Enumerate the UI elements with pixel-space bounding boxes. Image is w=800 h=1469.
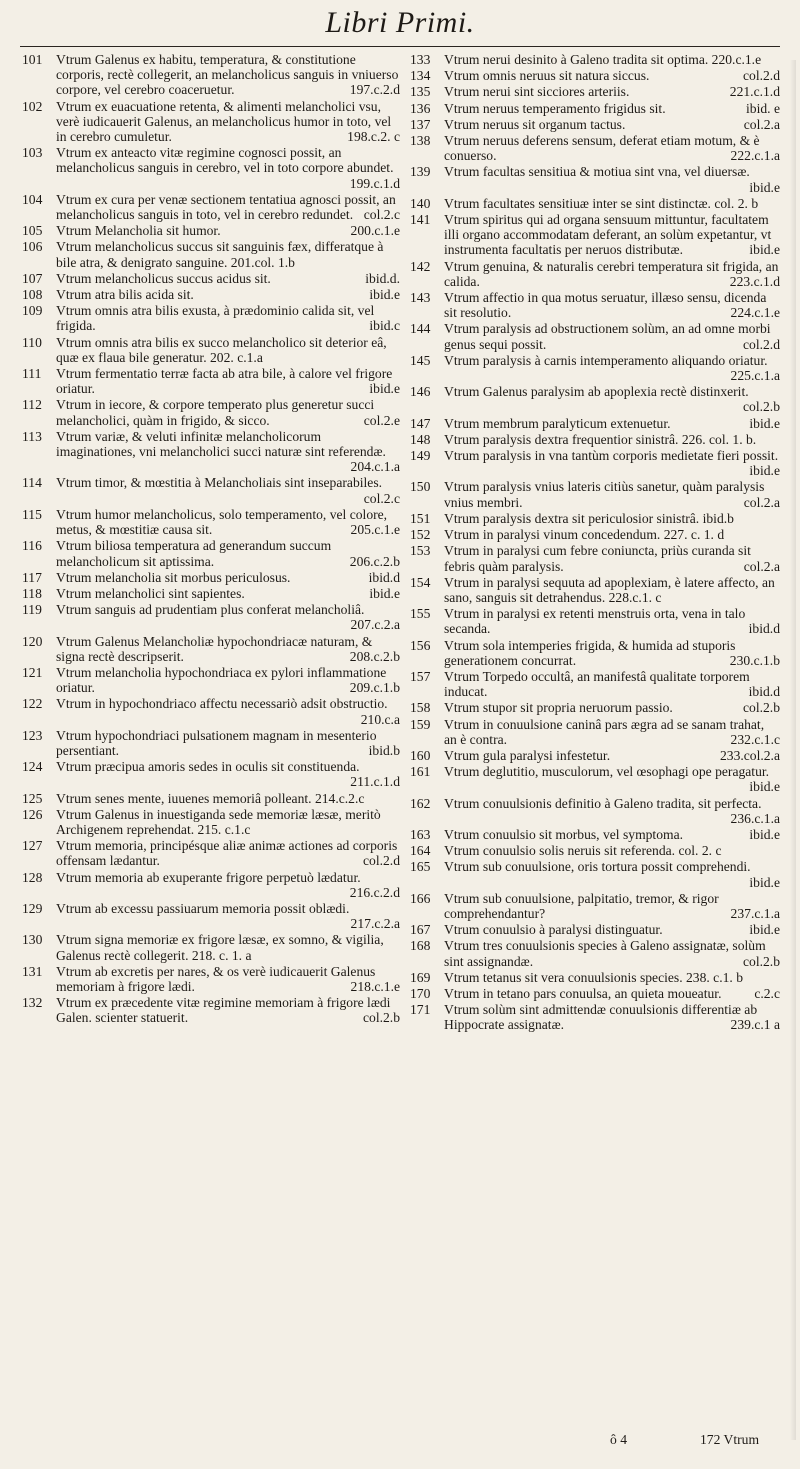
index-entry [410, 384, 780, 414]
entry-number: 103 [22, 145, 43, 161]
entry-reference: 209.c.1.b [349, 680, 400, 696]
entry-number: 143 [410, 290, 431, 306]
entry-text: Vtrum Galenus paralysim ab apoplexia rectè distinxerit. [444, 384, 749, 400]
entry-text: Vtrum senes mente, iuuenes memoriâ polleant. 214.c.2.c [56, 790, 365, 806]
entry-number: 129 [22, 900, 43, 916]
page-title: Libri Primi. [325, 6, 475, 39]
entry-text: Vtrum melancholia sit morbus periculosus. [56, 569, 291, 585]
entry-number: 130 [22, 932, 43, 948]
entry-number: 139 [410, 164, 431, 180]
entry-reference: 230.c.1.b [729, 652, 780, 668]
index-entry [22, 507, 400, 537]
entry-reference: ibid.e [749, 463, 780, 479]
entry-text: Vtrum omnis neruus sit natura siccus. [444, 68, 650, 84]
entry-number: 131 [22, 963, 43, 979]
entry-reference: 210.c.a [360, 711, 400, 727]
entry-number: 138 [410, 133, 431, 149]
entry-number: 117 [22, 569, 42, 585]
entry-number: 142 [410, 258, 431, 274]
entry-text: Vtrum melancholia hypochondriaca ex pylori inflammatione oriatur. [56, 664, 387, 696]
entry-number: 157 [410, 668, 431, 684]
entry-text: Vtrum memoria ab exuperante frigore perpetuò lædatur. [56, 869, 361, 885]
entry-number: 121 [22, 664, 43, 680]
entry-reference: 204.c.1.a [350, 459, 400, 475]
entry-text: Vtrum conuulsio sit morbus, vel symptoma. [444, 826, 684, 842]
entry-reference: ibid.e [749, 179, 780, 195]
entry-text: Vtrum sub conuulsione, oris tortura possit comprehendi. [444, 859, 751, 875]
entry-reference: ibid. e [746, 100, 780, 116]
entry-reference: c.2.c [754, 985, 780, 1001]
entry-reference: 200.c.1.e [350, 223, 400, 239]
index-entry [410, 432, 780, 447]
entry-reference: col.2.c [363, 207, 400, 223]
index-entry [22, 728, 400, 758]
entry-number: 107 [22, 270, 43, 286]
entry-text: Vtrum nerui desinito à Galeno tradita sit optima. 220.c.1.e [444, 52, 762, 67]
entry-number: 171 [410, 1002, 431, 1018]
entry-number: 156 [410, 637, 431, 653]
entry-number: 115 [22, 506, 42, 522]
entry-text: Vtrum facultates sensitiuæ inter se sint distinctæ. col. 2. b [444, 195, 759, 211]
entry-text: Vtrum ex euacuatione retenta, & alimenti melancholici vsu, verè iudicauerit Galenus, an melancholicus humor in toto, vel in cerebro cumuletur. [56, 98, 392, 145]
entry-number: 166 [410, 890, 431, 906]
entry-text: Vtrum Torpedo occultâ, an manifestâ qualitate torporem inducat. [444, 668, 750, 700]
index-entry [410, 606, 780, 636]
index-entry [22, 475, 400, 505]
entry-text: Vtrum spiritus qui ad organa sensuum mittuntur, facultatem illi organo accommodatam deferant, an solùm expetantur, vt instrumenta facultatis per neruos distributæ. [444, 212, 772, 258]
index-entry [410, 259, 780, 289]
entry-reference: 236.c.1.a [730, 810, 780, 826]
entry-reference: col.2.e [363, 412, 400, 428]
entry-text: Vtrum conuulsionis definitio à Galeno tradita, sit perfecta. [444, 795, 762, 811]
index-entry [22, 145, 400, 191]
entry-number: 116 [22, 538, 42, 554]
entry-text: Vtrum memoria, principésque aliæ animæ actiones ad corporis offensam lædantur. [56, 838, 398, 869]
entry-reference: 208.c.2.b [349, 648, 400, 664]
entry-number: 125 [22, 790, 43, 806]
entry-reference: 198.c.2. c [347, 129, 400, 145]
index-entry [410, 970, 780, 985]
entry-reference: col.2.d [743, 336, 780, 352]
entry-number: 168 [410, 938, 431, 954]
entry-reference: col.2.a [743, 494, 780, 510]
index-entry [410, 164, 780, 194]
entry-reference: col.2.d [743, 68, 780, 84]
entry-text: Vtrum genuina, & naturalis cerebri temperatura sit frigida, an calida. [444, 258, 779, 289]
entry-reference: ibid.e [749, 415, 780, 431]
index-entry [410, 321, 780, 351]
entry-text: Vtrum melancholicus succus acidus sit. [56, 270, 271, 286]
entry-reference: 207.c.2.a [350, 617, 400, 633]
entry-text: Vtrum omnis atra bilis exusta, à prædominio calida sit, vel frigida. [56, 303, 375, 334]
entry-reference: 217.c.2.a [350, 916, 400, 932]
entry-text: Vtrum in tetano pars conuulsa, an quieta moueatur. [444, 985, 722, 1001]
entry-text: Vtrum hypochondriaci pulsationem magnam in mesenterio persentiant. [56, 727, 377, 758]
entry-number: 170 [410, 985, 431, 1001]
entry-reference: 197.c.2.d [349, 82, 400, 98]
entry-text: Vtrum stupor sit propria neruorum passio. [444, 700, 673, 716]
index-entry [410, 101, 780, 116]
entry-text: Vtrum paralysis in vna tantùm corporis medietate fieri possit. [444, 448, 779, 464]
index-entry [410, 764, 780, 794]
entry-number: 140 [410, 195, 431, 211]
index-entry [22, 665, 400, 695]
index-entry [22, 901, 400, 931]
entry-text: Vtrum nerui sint sicciores arteriis. [444, 84, 630, 100]
index-entry [22, 366, 400, 396]
entry-reference: 222.c.1.a [730, 148, 780, 164]
index-entry [410, 638, 780, 668]
index-entry [410, 212, 780, 258]
entry-number: 155 [410, 606, 431, 622]
entry-number: 106 [22, 239, 43, 255]
entry-text: Vtrum paralysis à carnis intemperamento aliquando oriatur. [444, 352, 768, 368]
left-column [22, 52, 400, 1432]
entry-reference: col.2.d [363, 853, 400, 869]
entry-number: 120 [22, 633, 43, 649]
index-entry [22, 634, 400, 664]
index-entry [22, 335, 400, 365]
entry-reference: 216.c.2.d [349, 884, 400, 900]
entry-number: 153 [410, 543, 431, 559]
entry-text: Vtrum omnis atra bilis ex succo melancholico sit deterior eâ, quæ ex flaua bile generatur. 202. c.1.a [56, 334, 387, 365]
entry-text: Vtrum in paralysi vinum concedendum. 227. c. 1. d [444, 527, 725, 543]
page-edge-shadow [790, 60, 796, 1440]
index-entry [22, 397, 400, 427]
entry-text: Vtrum in conuulsione caninâ pars ægra ad se sanam trahat, an è contra. [444, 716, 765, 747]
entry-reference: ibid.e [749, 922, 780, 938]
index-entry [22, 303, 400, 333]
entry-reference: ibid.e [369, 381, 400, 397]
entry-text: Vtrum in hypochondriaco affectu necessariò adsit obstructio. [56, 696, 388, 712]
entry-text: Vtrum paralysis dextra sit periculosior sinistrâ. ibid.b [444, 510, 734, 526]
index-entry [410, 353, 780, 383]
entry-number: 167 [410, 922, 431, 938]
entry-reference: col.2.a [743, 116, 780, 132]
index-entry [410, 986, 780, 1001]
entry-text: Vtrum conuulsio à paralysi distinguatur. [444, 922, 663, 938]
entry-reference: 221.c.1.d [729, 84, 780, 100]
right-column [410, 52, 780, 1432]
entry-number: 135 [410, 84, 431, 100]
index-entry [410, 922, 780, 937]
index-entry [410, 133, 780, 163]
index-entry [410, 843, 780, 858]
entry-text: Vtrum in paralysi ex retenti menstruis orta, vena in talo secanda. [444, 606, 746, 637]
entry-number: 123 [22, 727, 43, 743]
entry-number: 108 [22, 287, 43, 303]
entry-text: Vtrum ex cura per venæ sectionem tentatiua agnosci possit, an melancholicus sanguis in toto, vel in cerebro redundet. [56, 191, 396, 223]
entry-number: 158 [410, 700, 431, 716]
entry-reference: 232.c.1.c [730, 731, 780, 747]
index-entry [410, 196, 780, 211]
entry-text: Vtrum deglutitio, musculorum, vel œsophagi ope peragatur. [444, 764, 770, 780]
index-entry [22, 99, 400, 145]
entry-number: 133 [410, 52, 431, 67]
entry-number: 144 [410, 321, 431, 337]
index-entry [410, 543, 780, 573]
entry-number: 152 [410, 527, 431, 543]
entry-number: 105 [22, 223, 43, 239]
entry-text: Vtrum neruus temperamento frigidus sit. [444, 100, 666, 116]
index-entry [22, 570, 400, 585]
entry-text: Vtrum timor, & mœstitia à Melancholiais sint inseparabiles. [56, 475, 383, 491]
entry-text: Vtrum biliosa temperatura ad generandum succum melancholicum sit aptissima. [56, 538, 332, 569]
index-entry [410, 117, 780, 132]
entry-number: 127 [22, 838, 43, 854]
entry-reference: ibid.d. [365, 270, 400, 286]
entry-number: 137 [410, 116, 431, 132]
entry-number: 151 [410, 510, 431, 526]
index-entry [22, 192, 400, 222]
entry-number: 126 [22, 806, 43, 822]
entry-text: Vtrum membrum paralyticum extenuetur. [444, 415, 671, 431]
entry-text: Vtrum signa memoriæ ex frigore læsæ, ex somno, & vigilia, Galenus rectè collegerit. 218. c. 1. a [56, 932, 384, 963]
entry-text: Vtrum ex præcedente vitæ regimine memoriam à frigore lædi Galen. scienter statuerit. [56, 995, 391, 1026]
entry-reference: 233.col.2.a [719, 747, 780, 763]
entry-text: Vtrum solùm sint admittendæ conuulsionis differentiæ ab Hippocrate assignatæ. [444, 1002, 758, 1033]
entry-number: 136 [410, 100, 431, 116]
entry-reference: ibid.e [749, 242, 780, 258]
index-entry [410, 290, 780, 320]
entry-number: 154 [410, 574, 431, 590]
entry-reference: ibid.b [368, 742, 400, 758]
entry-reference: col.2.b [363, 1010, 400, 1026]
entry-reference: col.2.b [743, 953, 780, 969]
entry-number: 118 [22, 585, 42, 601]
entry-reference: col.2.a [743, 558, 780, 574]
index-entry [410, 891, 780, 921]
index-entry [22, 239, 400, 269]
index-entry [410, 527, 780, 542]
entry-text: Vtrum melancholicus succus sit sanguinis fæx, differatque à bile atra, & denigrato sanguine. 201.col. 1.b [56, 239, 384, 270]
index-entry [410, 84, 780, 99]
entry-text: Vtrum fermentatio terræ facta ab atra bile, à calore vel frigore oriatur. [56, 366, 393, 397]
running-header [0, 6, 800, 46]
entry-number: 128 [22, 869, 43, 885]
entry-text: Vtrum ab excessu passiuarum memoria possit oblædi. [56, 900, 350, 916]
entry-number: 110 [22, 334, 42, 350]
page-footer [0, 1432, 800, 1462]
entry-text: Vtrum sanguis ad prudentiam plus conferat melancholiâ. [56, 602, 365, 618]
entry-reference: 211.c.1.d [350, 774, 400, 790]
entry-number: 114 [22, 475, 42, 491]
entry-text: Vtrum sub conuulsione, palpitatio, tremor, & rigor comprehendantur? [444, 890, 719, 921]
entry-reference: ibid.e [749, 874, 780, 890]
entry-number: 134 [410, 68, 431, 84]
entry-text: Vtrum facultas sensitiua & motiua sint vna, vel diuersæ. [444, 164, 750, 180]
index-entry [22, 870, 400, 900]
entry-reference: 224.c.1.e [730, 305, 780, 321]
entry-number: 124 [22, 759, 43, 775]
entry-reference: ibid.e [369, 287, 400, 303]
index-entry [22, 807, 400, 837]
index-entry [410, 938, 780, 968]
entry-text: Vtrum præcipua amoris sedes in oculis sit constituenda. [56, 759, 360, 775]
index-entry [410, 1002, 780, 1032]
index-entry [410, 796, 780, 826]
index-entry [22, 995, 400, 1025]
entry-text: Vtrum neruus deferens sensum, deferat etiam motum, & è conuerso. [444, 133, 760, 164]
index-entry [22, 696, 400, 726]
entry-number: 149 [410, 448, 431, 464]
entry-text: Vtrum humor melancholicus, solo temperamento, vel colore, metus, & mœstitiæ causa sit. [56, 506, 388, 538]
entry-number: 159 [410, 716, 431, 732]
header-rule [20, 46, 780, 47]
entry-number: 165 [410, 859, 431, 875]
entry-reference: 237.c.1.a [730, 905, 780, 921]
entry-number: 132 [22, 995, 43, 1011]
entry-number: 102 [22, 98, 43, 114]
index-entry [22, 586, 400, 601]
entry-reference: 199.c.1.d [349, 175, 400, 191]
entry-text: Vtrum variæ, & veluti infinitæ melancholicorum imaginationes, vni melancholici succi naturæ sint referendæ. [56, 428, 386, 460]
index-entry [22, 759, 400, 789]
index-entry [410, 575, 780, 605]
index-entry [22, 602, 400, 632]
index-entry [410, 827, 780, 842]
entry-text: Vtrum Galenus ex habitu, temperatura, & constitutione corporis, rectè collegerit, an melancholicus sanguis in vniuerso corpore, vel cerebro coaceruetur. [56, 52, 399, 98]
entry-reference: col.2.b [743, 700, 780, 716]
entry-reference: ibid.c [369, 318, 400, 334]
entry-text: Vtrum Melancholia sit humor. [56, 223, 221, 239]
index-entry [22, 287, 400, 302]
index-entry [22, 271, 400, 286]
index-entry [410, 416, 780, 431]
entry-number: 148 [410, 431, 431, 447]
index-entry [22, 429, 400, 475]
entry-reference: 223.c.1.d [729, 273, 780, 289]
entry-text: Vtrum paralysis ad obstructionem solùm, an ad omne morbi genus sequi possit. [444, 321, 771, 352]
entry-text: Vtrum neruus sit organum tactus. [444, 116, 626, 132]
index-entry [410, 511, 780, 526]
entry-reference: 218.c.1.e [350, 978, 400, 994]
entry-reference: ibid.e [369, 585, 400, 601]
entry-number: 160 [410, 747, 431, 763]
entry-reference: ibid.e [749, 779, 780, 795]
index-entry [410, 68, 780, 83]
entry-text: Vtrum affectio in qua motus seruatur, illæso sensu, dicenda sit resolutio. [444, 290, 767, 321]
entry-number: 162 [410, 795, 431, 811]
catchword: 172 Vtrum [700, 1432, 760, 1447]
entry-number: 119 [22, 602, 42, 618]
signature-mark: ô 4 [610, 1432, 627, 1447]
entry-reference: ibid.d [748, 621, 780, 637]
entry-text: Vtrum ex anteacto vitæ regimine cognosci possit, an melancholicus sanguis in cerebro, vel in toto corpore abundet. [56, 145, 394, 176]
entry-text: Vtrum tres conuulsionis species à Galeno assignatæ, solùm sint assignandæ. [444, 938, 766, 969]
entry-number: 111 [22, 366, 42, 382]
index-entry [22, 52, 400, 98]
entry-number: 146 [410, 384, 431, 400]
index-entry [22, 964, 400, 994]
entry-number: 104 [22, 191, 43, 207]
entry-number: 109 [22, 303, 43, 319]
entry-reference: ibid.d [748, 684, 780, 700]
entry-reference: ibid.e [749, 826, 780, 842]
entry-reference: 205.c.1.e [350, 522, 400, 538]
entry-text: Vtrum Galenus Melancholiæ hypochondriacæ naturam, & signa rectè descripserit. [56, 633, 373, 664]
index-entry [22, 932, 400, 962]
entry-number: 113 [22, 428, 42, 444]
entry-text: Vtrum in paralysi sequuta ad apoplexiam, è latere affecto, an sano, sanguis sit detrahendus. 228.c.1. c [444, 574, 775, 605]
entry-number: 164 [410, 843, 431, 859]
entry-text: Vtrum Galenus in inuestiganda sede memoriæ læsæ, meritò Archigenem reprehendat. 215. c.1.c [56, 806, 381, 837]
index-entry [22, 791, 400, 806]
entry-text: Vtrum in iecore, & corpore temperato plus generetur succi melancholici, quàm in frigido, & sicco. [56, 397, 375, 428]
index-entry [410, 669, 780, 699]
entry-reference: col.2.b [743, 399, 780, 415]
entry-reference: col.2.c [363, 490, 400, 506]
index-entry [410, 717, 780, 747]
entry-number: 112 [22, 397, 42, 413]
entry-number: 147 [410, 415, 431, 431]
entry-text: Vtrum paralysis dextra frequentior sinistrâ. 226. col. 1. b. [444, 431, 757, 447]
entry-number: 101 [22, 52, 43, 67]
entry-number: 122 [22, 696, 43, 712]
index-entry [410, 700, 780, 715]
index-entry [410, 448, 780, 478]
index-entry [22, 838, 400, 868]
entry-text: Vtrum sola intemperies frigida, & humida ad stuporis generationem concurrat. [444, 637, 736, 668]
index-entry [22, 223, 400, 238]
entry-text: Vtrum conuulsio solis neruis sit referenda. col. 2. c [444, 843, 722, 859]
entry-number: 150 [410, 479, 431, 495]
entry-text: Vtrum tetanus sit vera conuulsionis species. 238. c.1. b [444, 969, 744, 985]
entry-reference: ibid.d [368, 569, 400, 585]
entry-number: 145 [410, 352, 431, 368]
entry-text: Vtrum ab excretis per nares, & os verè iudicauerit Galenus memoriam à frigore lædi. [56, 963, 376, 994]
index-entry [22, 538, 400, 568]
entry-reference: 206.c.2.b [349, 553, 400, 569]
index-entry [410, 479, 780, 509]
index-entry [410, 859, 780, 889]
entry-number: 161 [410, 764, 431, 780]
entry-number: 169 [410, 969, 431, 985]
entry-number: 141 [410, 212, 431, 228]
entry-text: Vtrum melancholici sint sapientes. [56, 585, 245, 601]
entry-reference: 225.c.1.a [730, 368, 780, 384]
entry-reference: 239.c.1 a [730, 1017, 780, 1033]
index-entry [410, 52, 780, 67]
entry-text: Vtrum atra bilis acida sit. [56, 287, 194, 303]
entry-text: Vtrum paralysis vnius lateris citiùs sanetur, quàm paralysis vnius membri. [444, 479, 765, 510]
entry-text: Vtrum in paralysi cum febre coniuncta, priùs curanda sit febris quàm paralysis. [444, 543, 751, 574]
entry-number: 163 [410, 826, 431, 842]
index-entry [410, 748, 780, 763]
entry-text: Vtrum gula paralysi infestetur. [444, 747, 611, 763]
